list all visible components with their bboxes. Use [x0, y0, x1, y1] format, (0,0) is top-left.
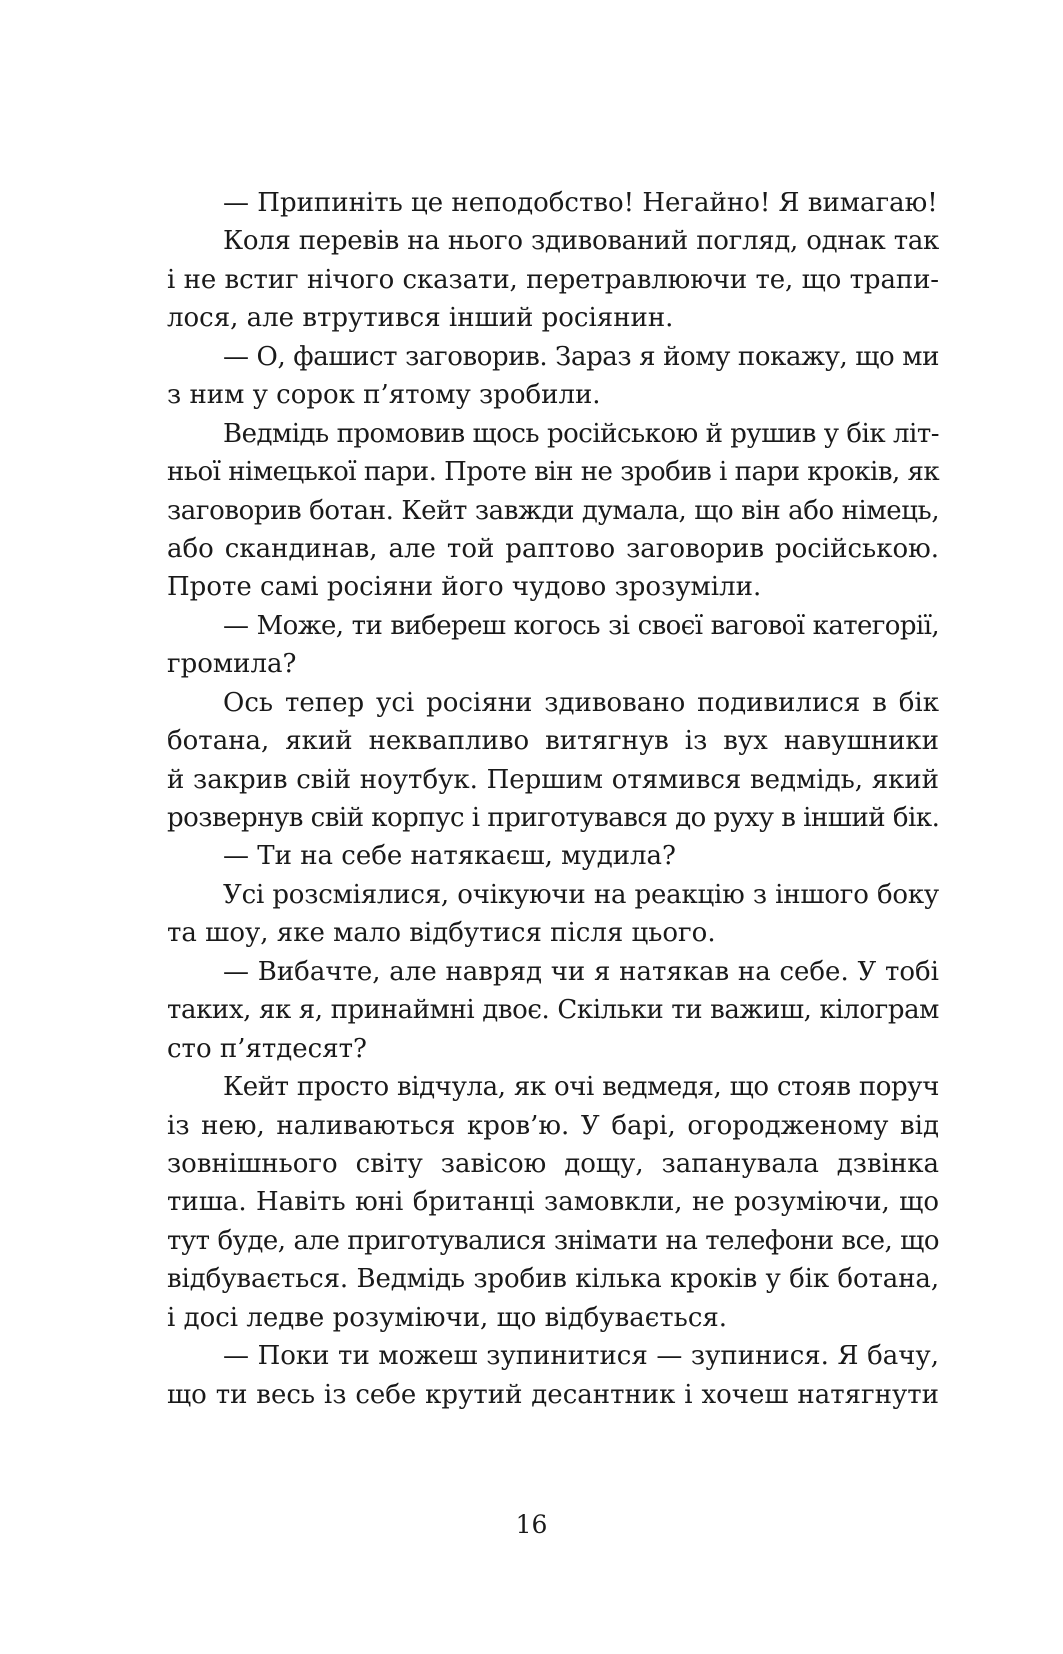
text-line: й закрив свій ноутбук. Першим отямився ведмідь, який: [167, 764, 939, 795]
text-line: — Припиніть це неподобство! Негайно! Я вимагаю!: [223, 188, 938, 218]
text-line: Ось тепер усі росіяни здивовано подивилися в бік: [223, 687, 939, 718]
text-line: що ти весь із себе крутий десантник і хочеш натягнути: [167, 1379, 939, 1410]
text-line: та шоу, яке мало відбутися після цього.: [167, 918, 716, 949]
body-text: [167, 184, 939, 1414]
text-line: Проте самі росіяни його чудово зрозуміли.: [167, 572, 762, 603]
text-line: Коля перевів на нього здивований погляд, однак так: [223, 226, 939, 257]
text-line: — Поки ти можеш зупинитися — зупинися. Я бачу,: [223, 1341, 939, 1372]
text-line: розвернув свій корпус і приготувався до руху в інший бік.: [167, 803, 940, 833]
text-line: або скандинав, але той раптово заговорив російською.: [167, 533, 939, 564]
text-line: відбувається. Ведмідь зробив кілька кроків у бік ботана,: [167, 1264, 939, 1295]
text-line: Ведмідь промовив щось російською й рушив у бік літ-: [223, 418, 939, 449]
text-line: і досі ледве розуміючи, що відбувається.: [167, 1302, 728, 1333]
text-line: лося, але втрутився інший росіянин.: [167, 303, 674, 334]
text-line: Усі розсміялися, очікуючи на реакцію з іншого боку: [223, 879, 939, 910]
text-line: зовнішнього світу завісою дощу, запанувала дзвінка: [167, 1148, 939, 1179]
text-line: заговорив ботан. Кейт завжди думала, що він або німець,: [167, 495, 940, 526]
text-line: і не встиг нічого сказати, перетравлюючи те, що трапи-: [167, 264, 939, 295]
text-line: ботана, який неквапливо витягнув із вух навушники: [167, 726, 939, 757]
text-line: ньої німецької пари. Проте він не зробив і пари кроків, як: [167, 457, 940, 488]
text-line: — О, фашист заговорив. Зараз я йому покажу, що ми: [223, 341, 939, 372]
text-line: — Ти на себе натякаєш, мудила?: [223, 841, 676, 872]
text-line: тиша. Навіть юні британці замовкли, не розуміючи, що: [167, 1187, 939, 1218]
text-line: тут буде, але приготувалися знімати на телефони все, що: [167, 1225, 939, 1256]
text-line: сто п’ятдесят?: [167, 1033, 367, 1064]
text-line: — Вибачте, але навряд чи я натякав на себе. У тобі: [223, 956, 939, 987]
text-line: громила?: [167, 649, 297, 680]
page-number: 16: [515, 1510, 548, 1539]
text-line: таких, як я, принаймні двоє. Скільки ти важиш, кілограм: [167, 995, 939, 1026]
text-line: Кейт просто відчула, як очі ведмедя, що стояв поруч: [223, 1072, 939, 1103]
text-line: із нею, наливаються кров’ю. У барі, огородженому від: [167, 1110, 939, 1141]
text-line: — Може, ти вибереш когось зі своєї вагової категорії,: [223, 610, 939, 641]
text-line: з ним у сорок п’ятому зробили.: [167, 380, 601, 411]
